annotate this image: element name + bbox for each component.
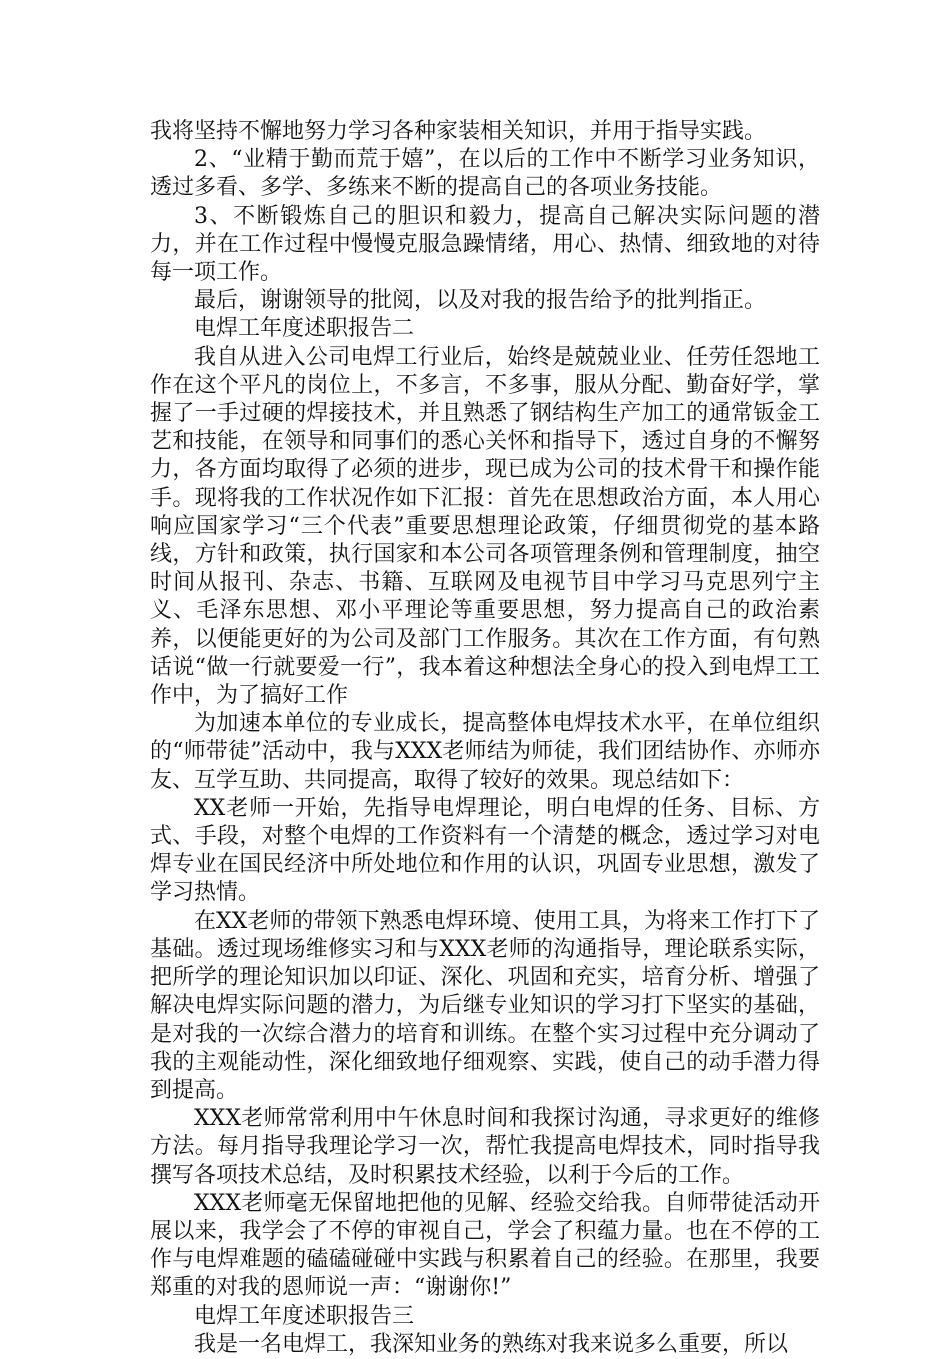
paragraph: XX老师一开始，先指导电焊理论，明白电焊的任务、目标、方式、手段，对整个电焊的工作资料有一个清楚的概念，透过学习对电焊专业在国民经济中所处地位和作用的认识，巩固专业思想，激发了学习热情。 bbox=[150, 795, 820, 906]
paragraph: 我自从进入公司电焊工行业后，始终是兢兢业业、任劳任怨地工作在这个平凡的岗位上，不多言，不多事，服从分配、勤奋好学，掌握了一手过硬的焊接技术，并且熟悉了钢结构生产加工的通常钣金工艺和技能，在领导和同事们的悉心关怀和指导下，透过自身的不懈努力，各方面均取得了必须的进步，现已成为公司的技术骨干和操作能手。现将我的工作状况作如下汇报：首先在思想政治方面，本人用心响应国家学习“三个代表”重要思想理论政策，仔细贯彻党的基本路线，方针和政策，执行国家和本公司各项管理条例和管理制度，抽空时间从报刊、杂志、书籍、互联网及电视节目中学习马克思列宁主义、毛泽东思想、邓小平理论等重要思想，努力提高自己的政治素养，以便能更好的为公司及部门工作服务。其次在工作方面，有句熟话说“做一行就要爱一行”，我本着这种想法全身心的投入到电焊工工作中，为了搞好工作 bbox=[150, 344, 820, 709]
paragraph: 我是一名电焊工，我深知业务的熟练对我来说多么重要，所以 bbox=[194, 1331, 789, 1357]
document-body bbox=[150, 118, 820, 1359]
paragraph: 最后，谢谢领导的批阅，以及对我的报告给予的批判指正。 bbox=[194, 288, 767, 314]
paragraph: 3、不断锻炼自己的胆识和毅力，提高自己解决实际问题的潜力，并在工作过程中慢慢克服急躁情绪，用心、热情、细致地的对待每一项工作。 bbox=[150, 203, 820, 286]
paragraph: 在XX老师的带领下熟悉电焊环境、使用工具，为将来工作打下了基础。透过现场维修实习和与XXX老师的沟通指导，理论联系实际，把所学的理论知识加以印证、深化、巩固和充实，培育分析、增强了解决电焊实际问题的潜力，为后继专业知识的学习打下坚实的基础，是对我的一次综合潜力的培育和训练。在整个实习过程中充分调动了我的主观能动性，深化细致地仔细观察、实践，使自己的动手潜力得到提高。 bbox=[150, 908, 820, 1103]
paragraph: XXX老师毫无保留地把他的见解、经验交给我。自师带徒活动开展以来，我学会了不停的审视自己，学会了积蕴力量。也在不停的工作与电焊难题的磕磕碰碰中实践与积累着自己的经验。在那里，我要郑重的对我的恩师说一声：“谢谢你!” bbox=[150, 1190, 820, 1301]
paragraph: 我将坚持不懈地努力学习各种家装相关知识，并用于指导实践。 bbox=[150, 119, 767, 144]
paragraph: 为加速本单位的专业成长，提高整体电焊技术水平，在单位组织的“师带徒”活动中，我与XXX老师结为师徒，我们团结协作、亦师亦友、互学互助、共同提高，取得了较好的效果。现总结如下： bbox=[150, 711, 820, 793]
paragraph: 2、“业精于勤而荒于嬉”，在以后的工作中不断学习业务知识，透过多看、多学、多练来不断的提高自己的各项业务技能。 bbox=[150, 147, 820, 201]
paragraph: XXX老师常常利用中午休息时间和我探讨沟通，寻求更好的维修方法。每月指导我理论学习一次，帮忙我提高电焊技术，同时指导我撰写各项技术总结，及时积累技术经验，以利于今后的工作。 bbox=[150, 1106, 820, 1188]
section-heading: 电焊工年度述职报告二 bbox=[194, 316, 415, 342]
section-heading: 电焊工年度述职报告三 bbox=[194, 1303, 415, 1329]
